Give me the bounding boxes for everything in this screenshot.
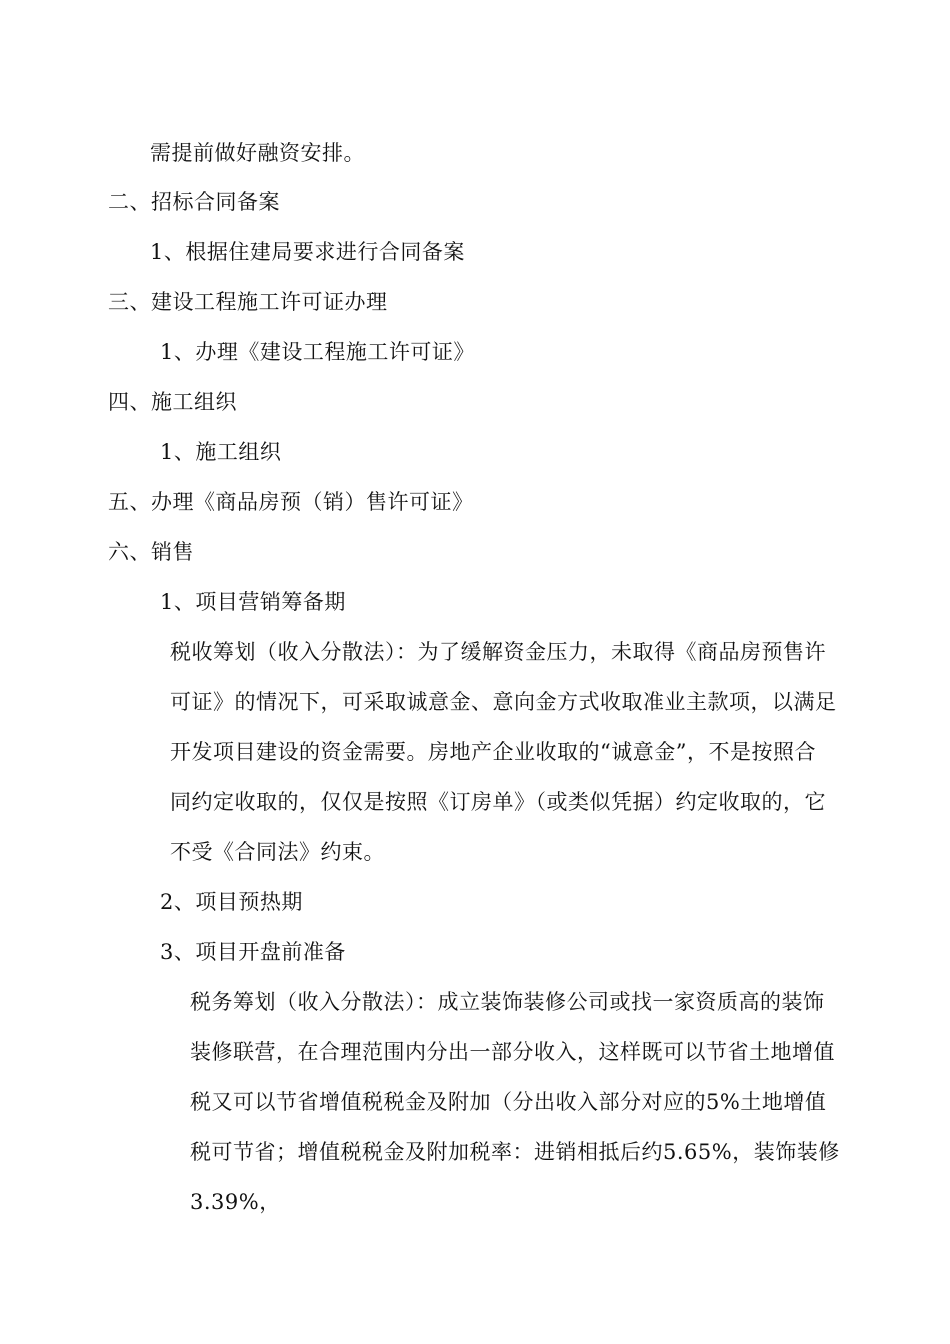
paragraph-line: 可证》的情况下，可采取诚意金、意向金方式收取准业主款项，以满足 bbox=[170, 690, 837, 714]
sub-item: 1、根据住建局要求进行合同备案 bbox=[150, 240, 465, 264]
section-heading-2: 二、招标合同备案 bbox=[108, 190, 280, 214]
sub-item: 1、办理《建设工程施工许可证》 bbox=[160, 340, 475, 364]
section-heading-5: 五、办理《商品房预（销）售许可证》 bbox=[108, 490, 474, 514]
paragraph-line: 税可节省；增值税税金及附加税率：进销相抵后约5.65%，装饰装修 bbox=[190, 1140, 840, 1164]
paragraph-line: 装修联营，在合理范围内分出一部分收入，这样既可以节省土地增值 bbox=[190, 1040, 835, 1064]
paragraph-line: 税又可以节省增值税税金及附加（分出收入部分对应的5%土地增值 bbox=[190, 1090, 827, 1114]
sub-item: 1、项目营销筹备期 bbox=[160, 590, 346, 614]
paragraph-continuation: 需提前做好融资安排。 bbox=[150, 141, 365, 165]
paragraph-line: 税收筹划（收入分散法）：为了缓解资金压力，未取得《商品房预售许 bbox=[170, 640, 826, 664]
section-heading-3: 三、建设工程施工许可证办理 bbox=[108, 290, 388, 314]
paragraph-line: 同约定收取的，仅仅是按照《订房单》（或类似凭据）约定收取的，它 bbox=[170, 790, 826, 814]
sub-item: 2、项目预热期 bbox=[160, 890, 303, 914]
section-heading-4: 四、施工组织 bbox=[108, 390, 237, 414]
paragraph-line: 开发项目建设的资金需要。房地产企业收取的“诚意金”，不是按照合 bbox=[170, 740, 816, 764]
paragraph-line: 3.39%， bbox=[190, 1190, 281, 1214]
section-heading-6: 六、销售 bbox=[108, 540, 194, 564]
sub-item: 3、项目开盘前准备 bbox=[160, 940, 346, 964]
paragraph-line: 不受《合同法》约束。 bbox=[170, 840, 385, 864]
sub-item: 1、施工组织 bbox=[160, 440, 282, 464]
paragraph-line: 税务筹划（收入分散法）：成立装饰装修公司或找一家资质高的装饰 bbox=[190, 990, 825, 1014]
